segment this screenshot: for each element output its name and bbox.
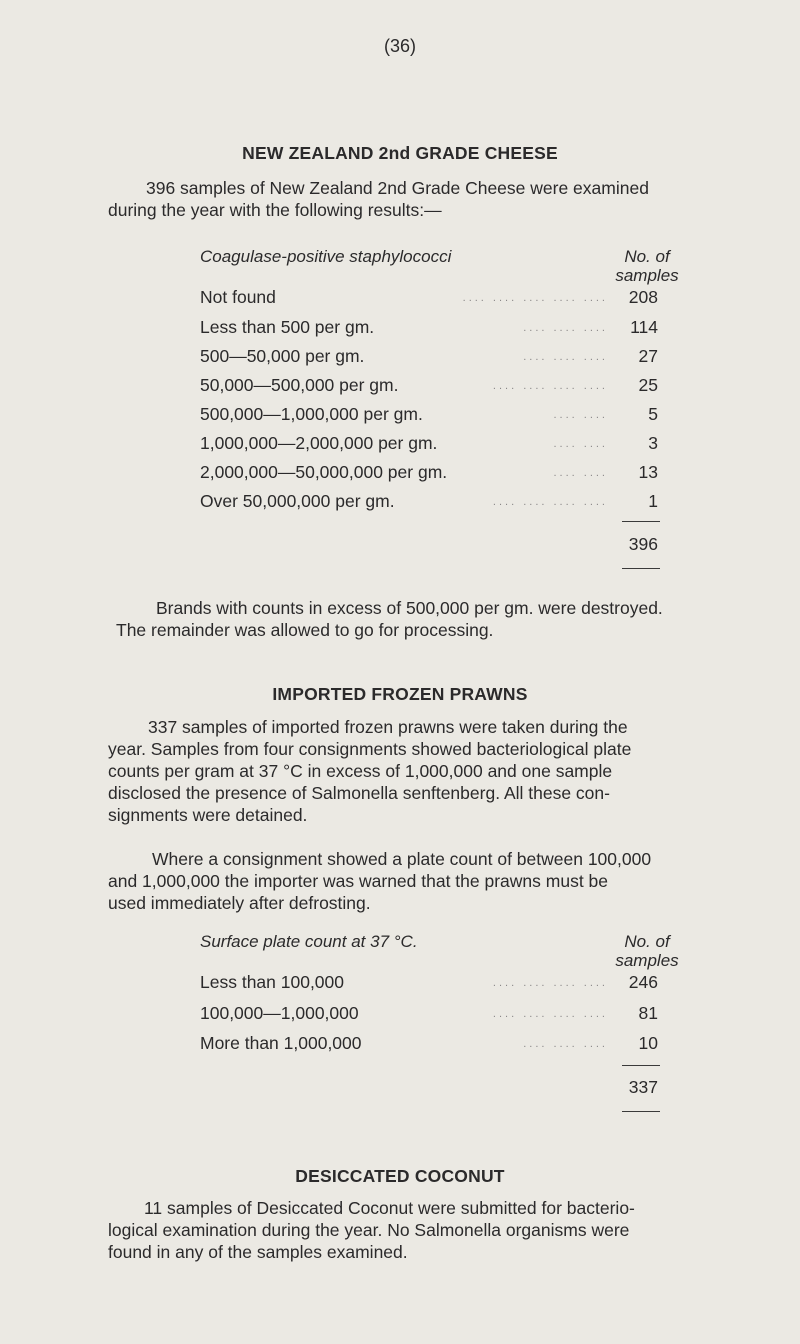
prawns-col-header-right [602,932,692,970]
row-value: 1 [648,491,658,511]
row-value: 25 [638,375,658,395]
total-rule-bottom [622,568,660,569]
prawns-col-header-right-2: samples [615,951,679,970]
prawns-paragraph-2 [108,848,768,914]
prawns-p1-line2: year. Samples from four consignments showed bacteriological plate [108,739,632,759]
table-row [200,372,658,396]
cheese-intro [108,177,708,221]
table-row [200,343,658,367]
row-value: 13 [638,462,658,482]
cheese-col-header-right [602,247,692,285]
cheese-heading: NEW ZEALAND 2nd GRADE CHEESE [242,143,558,163]
row-value: 81 [638,1003,658,1023]
row-value: 27 [638,346,658,366]
cheese-after-line1: Brands with counts in excess of 500,000 per gm. were destroyed. [156,598,663,618]
cheese-total: 396 [628,534,658,554]
prawns-total: 337 [628,1077,658,1097]
row-label: 500,000—1,000,000 per gm. [200,404,423,424]
row-label: More than 1,000,000 [200,1033,362,1053]
coconut-paragraph [108,1197,768,1263]
table-row [200,969,658,993]
leader-dots: .... .... .... [523,351,608,363]
leader-dots: .... .... .... .... [492,1008,608,1020]
row-label: 2,000,000—50,000,000 per gm. [200,462,448,482]
total-rule-bottom [622,1111,660,1112]
coconut-line3: found in any of the samples examined. [108,1242,408,1262]
row-value: 3 [648,433,658,453]
leader-dots: .... .... .... .... [492,496,608,508]
prawns-p2-line3: used immediately after defrosting. [108,893,371,913]
leader-dots: .... .... .... .... .... [462,292,608,304]
prawns-p1-line3: counts per gram at 37 °C in excess of 1,000,000 and one sample [108,761,613,781]
cheese-after-line2: The remainder was allowed to go for processing. [116,620,494,640]
row-label: 1,000,000—2,000,000 per gm. [200,433,438,453]
row-label: Less than 100,000 [200,972,345,992]
coconut-heading: DESICCATED COCONUT [295,1166,505,1186]
prawns-heading: IMPORTED FROZEN PRAWNS [272,684,528,704]
row-value: 246 [628,972,658,992]
prawns-col-header-right-1: No. of [624,932,670,951]
row-value: 5 [648,404,658,424]
prawns-p2-line1: Where a consignment showed a plate count of between 100,000 [152,849,652,869]
table-row [200,284,658,308]
cheese-intro-line2: during the year with the following results:— [108,200,442,220]
cheese-intro-line1: 396 samples of New Zealand 2nd Grade Cheese were examined [146,178,649,198]
table-row [200,459,658,483]
row-label: Less than 500 per gm. [200,317,375,337]
leader-dots: .... .... [553,467,608,479]
row-value: 10 [638,1033,658,1053]
page-number: (36) [383,36,416,56]
leader-dots: .... .... [553,409,608,421]
prawns-paragraph-1 [108,716,768,826]
row-label: 100,000—1,000,000 [200,1003,359,1023]
cheese-col-header-right-2: samples [615,266,679,285]
prawns-col-header-left: Surface plate count at 37 °C. [200,932,418,951]
row-value: 208 [628,287,658,307]
total-rule-top [622,1065,660,1066]
prawns-p1-line1: 337 samples of imported frozen prawns were taken during the [148,717,628,737]
cheese-col-header-right-1: No. of [624,247,670,266]
leader-dots: .... .... [553,438,608,450]
leader-dots: .... .... .... [523,1038,608,1050]
table-row [200,314,658,338]
cheese-after-text [116,597,776,641]
row-label: Not found [200,287,276,307]
table-row [200,488,658,512]
row-label: Over 50,000,000 per gm. [200,491,395,511]
prawns-p2-line2: and 1,000,000 the importer was warned that the prawns must be [108,871,609,891]
coconut-line1: 11 samples of Desiccated Coconut were submitted for bacterio- [144,1198,635,1218]
coconut-line2: logical examination during the year. No Salmonella organisms were [108,1220,630,1240]
cheese-col-header-left: Coagulase-positive staphylococci [200,247,452,266]
table-row [200,1030,658,1054]
table-row [200,401,658,425]
row-label: 500—50,000 per gm. [200,346,365,366]
prawns-p1-line4: disclosed the presence of Salmonella senftenberg. All these con- [108,783,610,803]
table-row [200,430,658,454]
leader-dots: .... .... .... .... [492,380,608,392]
table-row [200,1000,658,1024]
leader-dots: .... .... .... .... [492,977,608,989]
total-rule-top [622,521,660,522]
leader-dots: .... .... .... [523,322,608,334]
prawns-p1-line5: signments were detained. [108,805,308,825]
row-value: 114 [630,317,658,337]
row-label: 50,000—500,000 per gm. [200,375,399,395]
